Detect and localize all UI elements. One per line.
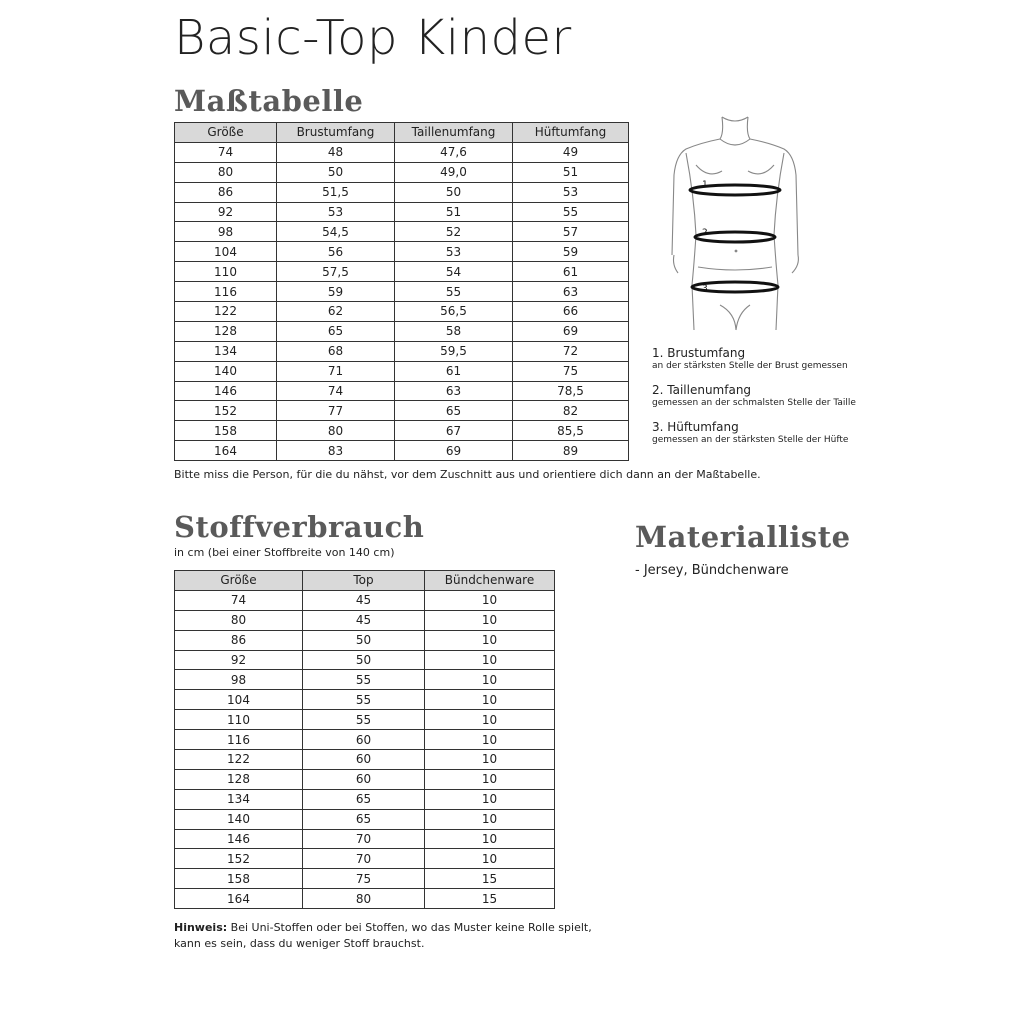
legend-head: 1. Brustumfang <box>652 346 746 360</box>
table-cell: 55 <box>303 710 425 730</box>
table-cell: 59 <box>513 242 629 262</box>
table-cell: 59,5 <box>395 341 513 361</box>
table-cell: 164 <box>175 889 303 909</box>
column-header: Größe <box>175 123 277 143</box>
table-cell: 86 <box>175 630 303 650</box>
table-cell: 134 <box>175 789 303 809</box>
table-cell: 74 <box>175 142 277 162</box>
table-cell: 10 <box>425 750 555 770</box>
table-cell: 80 <box>175 610 303 630</box>
marker-2: 2 <box>702 228 708 238</box>
table-cell: 54 <box>395 262 513 282</box>
table-row <box>175 302 629 322</box>
table-cell: 92 <box>175 202 277 222</box>
table-cell: 15 <box>425 889 555 909</box>
table-row <box>175 869 555 889</box>
table-cell: 122 <box>175 302 277 322</box>
table-cell: 49 <box>513 142 629 162</box>
table-cell: 52 <box>395 222 513 242</box>
table-cell: 53 <box>395 242 513 262</box>
table-cell: 10 <box>425 829 555 849</box>
table-row <box>175 750 555 770</box>
table-cell: 61 <box>513 262 629 282</box>
table-cell: 98 <box>175 670 303 690</box>
table-cell: 158 <box>175 869 303 889</box>
table-cell: 50 <box>395 182 513 202</box>
legend-desc: gemessen an der stärksten Stelle der Hüfte <box>652 435 849 445</box>
table-cell: 104 <box>175 242 277 262</box>
table-row <box>175 650 555 670</box>
table-cell: 116 <box>175 282 277 302</box>
table-cell: 47,6 <box>395 142 513 162</box>
table-cell: 83 <box>277 441 395 461</box>
table-cell: 56 <box>277 242 395 262</box>
legend-item-taillenumfang <box>652 383 856 408</box>
table-cell: 72 <box>513 341 629 361</box>
stoffverbrauch-heading: Stoffverbrauch <box>174 510 425 544</box>
table-cell: 53 <box>277 202 395 222</box>
table-cell: 63 <box>395 381 513 401</box>
table-row <box>175 670 555 690</box>
table-row <box>175 242 629 262</box>
table-row <box>175 829 555 849</box>
table-cell: 10 <box>425 690 555 710</box>
table-cell: 50 <box>303 630 425 650</box>
column-header: Top <box>303 571 425 591</box>
table-cell: 55 <box>303 690 425 710</box>
table-cell: 140 <box>175 809 303 829</box>
table-cell: 10 <box>425 789 555 809</box>
table-cell: 55 <box>395 282 513 302</box>
table-cell: 54,5 <box>277 222 395 242</box>
materialliste-heading: Materialliste <box>635 520 851 554</box>
table-cell: 69 <box>513 321 629 341</box>
table-row <box>175 162 629 182</box>
column-header: Taillenumfang <box>395 123 513 143</box>
table-cell: 68 <box>277 341 395 361</box>
table-cell: 164 <box>175 441 277 461</box>
table-cell: 51,5 <box>277 182 395 202</box>
table-cell: 77 <box>277 401 395 421</box>
table-cell: 65 <box>277 321 395 341</box>
table-row <box>175 889 555 909</box>
hinweis-note <box>174 920 604 952</box>
table-row <box>175 381 629 401</box>
table-cell: 53 <box>513 182 629 202</box>
table-cell: 70 <box>303 829 425 849</box>
stoffverbrauch-table <box>174 570 555 909</box>
table-cell: 85,5 <box>513 421 629 441</box>
table-cell: 50 <box>303 650 425 670</box>
table-cell: 65 <box>395 401 513 421</box>
table-cell: 10 <box>425 610 555 630</box>
table-cell: 110 <box>175 262 277 282</box>
table-cell: 140 <box>175 361 277 381</box>
table-row <box>175 441 629 461</box>
table-row <box>175 421 629 441</box>
table-cell: 10 <box>425 769 555 789</box>
table-cell: 92 <box>175 650 303 670</box>
table-cell: 75 <box>303 869 425 889</box>
table-row <box>175 730 555 750</box>
table-cell: 98 <box>175 222 277 242</box>
table-row <box>175 262 629 282</box>
table-row <box>175 630 555 650</box>
table-cell: 60 <box>303 769 425 789</box>
marker-1: 1 <box>702 180 708 190</box>
table-cell: 116 <box>175 730 303 750</box>
table-cell: 49,0 <box>395 162 513 182</box>
table-cell: 86 <box>175 182 277 202</box>
table-cell: 80 <box>175 162 277 182</box>
legend-item-hueftumfang <box>652 420 848 445</box>
table-row <box>175 401 629 421</box>
masstabelle-table <box>174 122 629 461</box>
table-cell: 10 <box>425 809 555 829</box>
table-cell: 75 <box>513 361 629 381</box>
table-cell: 10 <box>425 590 555 610</box>
table-row <box>175 610 555 630</box>
table-row <box>175 341 629 361</box>
table-cell: 122 <box>175 750 303 770</box>
table-cell: 65 <box>303 789 425 809</box>
stoffverbrauch-subheading: in cm (bei einer Stoffbreite von 140 cm) <box>174 546 395 559</box>
table-cell: 60 <box>303 750 425 770</box>
table-cell: 80 <box>277 421 395 441</box>
table-row <box>175 789 555 809</box>
table-cell: 57 <box>513 222 629 242</box>
table-cell: 158 <box>175 421 277 441</box>
column-header: Brustumfang <box>277 123 395 143</box>
table-header-row <box>175 571 555 591</box>
table-row <box>175 809 555 829</box>
table-cell: 74 <box>277 381 395 401</box>
legend-item-brustumfang <box>652 346 848 371</box>
table-cell: 10 <box>425 730 555 750</box>
table-cell: 50 <box>277 162 395 182</box>
table-cell: 10 <box>425 849 555 869</box>
table-row <box>175 361 629 381</box>
legend-head: 3. Hüftumfang <box>652 420 739 434</box>
legend-head: 2. Taillenumfang <box>652 383 752 397</box>
hinweis-text: Bei Uni-Stoffen oder bei Stoffen, wo das Muster keine Rolle spielt, kann es sein, dass du weniger Stoff brauchst. <box>174 921 592 950</box>
table-cell: 15 <box>425 869 555 889</box>
table-cell: 134 <box>175 341 277 361</box>
table-cell: 152 <box>175 849 303 869</box>
table-row <box>175 222 629 242</box>
table-cell: 10 <box>425 710 555 730</box>
table-cell: 55 <box>513 202 629 222</box>
table-cell: 45 <box>303 590 425 610</box>
legend-desc: gemessen an der schmalsten Stelle der Taille <box>652 398 856 408</box>
table-cell: 45 <box>303 610 425 630</box>
masstabelle-heading: Maßtabelle <box>174 84 364 118</box>
table-cell: 70 <box>303 849 425 869</box>
table-cell: 10 <box>425 650 555 670</box>
page-title: Basic-Top Kinder <box>174 10 572 66</box>
table-cell: 128 <box>175 769 303 789</box>
table-cell: 146 <box>175 829 303 849</box>
table-cell: 58 <box>395 321 513 341</box>
table-cell: 82 <box>513 401 629 421</box>
body-measurement-figure <box>660 105 810 335</box>
table-cell: 57,5 <box>277 262 395 282</box>
table-cell: 65 <box>303 809 425 829</box>
table-row <box>175 690 555 710</box>
table-cell: 51 <box>513 162 629 182</box>
marker-3: 3 <box>702 284 708 294</box>
table-cell: 110 <box>175 710 303 730</box>
table-cell: 66 <box>513 302 629 322</box>
table-cell: 67 <box>395 421 513 441</box>
table-cell: 62 <box>277 302 395 322</box>
table-cell: 152 <box>175 401 277 421</box>
table-cell: 61 <box>395 361 513 381</box>
table-cell: 89 <box>513 441 629 461</box>
table-row <box>175 202 629 222</box>
legend-desc: an der stärksten Stelle der Brust gemessen <box>652 361 848 371</box>
table-row <box>175 321 629 341</box>
column-header: Hüftumfang <box>513 123 629 143</box>
materialliste-item: - Jersey, Bündchenware <box>635 563 789 578</box>
column-header: Bündchenware <box>425 571 555 591</box>
table-row <box>175 182 629 202</box>
table-header-row <box>175 123 629 143</box>
table-cell: 10 <box>425 630 555 650</box>
table-cell: 60 <box>303 730 425 750</box>
table-cell: 59 <box>277 282 395 302</box>
table-cell: 63 <box>513 282 629 302</box>
hinweis-label: Hinweis: <box>174 921 228 934</box>
table-cell: 10 <box>425 670 555 690</box>
table-cell: 48 <box>277 142 395 162</box>
table-row <box>175 769 555 789</box>
table-cell: 56,5 <box>395 302 513 322</box>
table-cell: 128 <box>175 321 277 341</box>
table-row <box>175 710 555 730</box>
table-cell: 78,5 <box>513 381 629 401</box>
table-row <box>175 142 629 162</box>
table-row <box>175 282 629 302</box>
table-cell: 104 <box>175 690 303 710</box>
table-cell: 51 <box>395 202 513 222</box>
table-cell: 80 <box>303 889 425 909</box>
table-cell: 69 <box>395 441 513 461</box>
table-cell: 55 <box>303 670 425 690</box>
column-header: Größe <box>175 571 303 591</box>
masstabelle-note: Bitte miss die Person, für die du nähst, vor dem Zuschnitt aus und orientiere dich dann an der Maßtabelle. <box>174 468 761 481</box>
table-cell: 146 <box>175 381 277 401</box>
table-row <box>175 849 555 869</box>
table-cell: 71 <box>277 361 395 381</box>
table-row <box>175 590 555 610</box>
table-cell: 74 <box>175 590 303 610</box>
